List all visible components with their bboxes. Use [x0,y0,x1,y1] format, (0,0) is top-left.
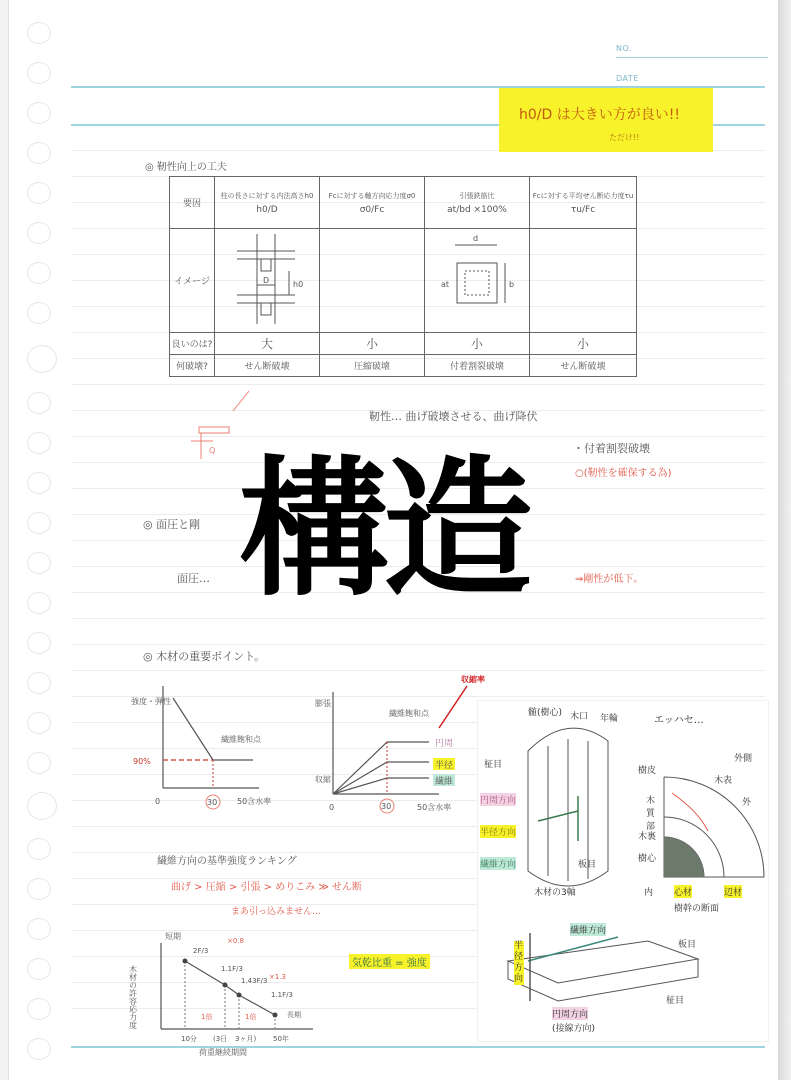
ranking-text: 曲げ > 圧縮 > 引張 > めりこみ ≫ せん断 [171,882,363,893]
rebar-section-sketch-icon [427,229,527,329]
svg-text:円周: 円周 [435,739,454,749]
binder-hole [27,512,51,534]
svg-text:強度・弾性: 強度・弾性 [131,697,171,706]
failure-value-4: せん断破壊 [530,355,637,377]
svg-text:×0.8: ×0.8 [227,937,244,945]
binder-hole [27,592,51,614]
wood-diagram: 髄(樹心) 木口 年輪 柾目 円周方向 半径方向 繊維方向 板目 樹皮 木質部 木裏 樹心 木表 心材 辺材 木材の3軸 樹幹の断面 エッハセ… 外側 外 内 繊維方向 半径方向 板目 柾目 円周方向 (接線方向) [477,700,769,1042]
svg-text:×1.3: ×1.3 [269,973,286,981]
row-header-image: イメージ [170,229,215,333]
svg-text:30: 30 [207,798,218,807]
svg-text:90%: 90% [133,757,151,766]
binder-hole [27,792,57,820]
binder-hole [27,432,51,454]
wood-illustration-icon [478,701,768,1041]
failure-value-2: 圧縮破壊 [320,355,425,377]
svg-text:50含水率: 50含水率 [237,797,272,806]
svg-text:短期: 短期 [165,932,181,941]
section3-heading: ◎ 木材の重要ポイント。 [143,650,266,663]
svg-text:10分: 10分 [181,1035,197,1043]
sticky-note-line1: h0/D は大きい方が良い!! [519,107,680,123]
svg-text:収縮率: 収縮率 [461,675,485,684]
binder-hole [27,918,51,940]
binder-hole [27,632,51,654]
svg-text:D: D [263,276,270,285]
ranking-note: まあ引っ込みません… [231,907,322,917]
svg-text:3ヶ月): 3ヶ月) [235,1035,257,1043]
svg-text:荷重継続期間: 荷重継続期間 [199,1048,247,1057]
svg-text:d: d [473,234,479,243]
svg-text:at: at [441,280,450,289]
good-value-4: 小 [530,333,637,355]
row-header-factor: 要因 [170,177,215,229]
factor-cell-1: 柱の長さに対する内法高さh0 h0/D [215,177,320,229]
toughness-table [169,176,637,377]
binder-hole [27,1038,51,1060]
toughness-reason-note: ○(靭性を確保する為) [575,468,672,479]
svg-text:半径: 半径 [435,761,454,771]
column-frame-sketch-icon [217,229,317,329]
svg-text:繊維飽和点: 繊維飽和点 [221,735,261,744]
binder-hole [27,878,51,900]
svg-text:1.1F/3: 1.1F/3 [221,965,243,973]
sticky-note [499,88,713,152]
binder-hole [27,392,51,414]
binder-hole [27,222,51,244]
no-label: NO. [616,44,632,53]
ranking-title: 繊維方向の基準強度ランキング [157,856,297,867]
svg-text:(3日: (3日 [213,1035,228,1043]
svg-text:0: 0 [329,803,335,812]
section2-body: 面圧… [177,572,210,585]
good-value-3: 小 [425,333,530,355]
no-field[interactable] [616,57,768,58]
binder-hole [27,712,51,734]
svg-text:1.43F/3: 1.43F/3 [241,977,268,985]
image-cell-1 [215,229,320,333]
failure-value-1: せん断破壊 [215,355,320,377]
strength-moisture-chart [129,680,279,810]
row-header-failure: 何破壊? [170,355,215,377]
rigidity-note: ⇒剛性が低下。 [575,574,644,585]
binder-hole [27,182,51,204]
svg-text:1倍: 1倍 [201,1013,213,1021]
svg-text:木材の許容応力度: 木材の許容応力度 [129,965,138,1029]
good-value-1: 大 [215,333,320,355]
svg-text:繊維飽和点: 繊維飽和点 [389,709,429,718]
image-cell-3 [425,229,530,333]
toughness-note: 靭性… 曲げ破壊させる、曲げ降伏 [369,410,538,423]
factor-cell-4: Fcに対する平均せん断応力度τu τu/Fc [530,177,637,229]
binder-hole [27,552,51,574]
sticky-note-line2: ただけ!! [609,133,640,142]
section2-heading: ◎ 面圧と剛 [143,518,201,531]
section1-heading: ◎ 靭性向上の工夫 [145,162,227,173]
binder-hole [27,142,51,164]
binder-hole [27,262,51,284]
date-label: DATE [616,74,639,83]
binder-hole [27,62,51,84]
svg-text:繊維: 繊維 [435,777,454,787]
binder-hole [27,472,51,494]
svg-text:30: 30 [381,802,392,811]
image-cell-4 [530,229,637,333]
allowable-stress-chart [129,925,329,1065]
overlay-title: 構造 [239,443,528,617]
binder-hole [27,22,51,44]
failure-value-3: 付着割裂破壊 [425,355,530,377]
good-value-2: 小 [320,333,425,355]
svg-text:1倍: 1倍 [245,1013,257,1021]
svg-text:50含水率: 50含水率 [417,803,452,812]
svg-text:2F/3: 2F/3 [193,947,209,955]
bond-failure-note: ・付着割裂破壊 [573,442,650,455]
specific-gravity-note: 気乾比重 = 強度 [349,954,430,969]
factor-cell-3: 引張鉄筋比 at/bd ×100% [425,177,530,229]
svg-text:収縮: 収縮 [315,775,331,784]
row-header-good: 良いのは? [170,333,215,355]
binder-hole [27,752,51,774]
shrinkage-moisture-chart [309,670,489,820]
binder-hole [27,672,51,694]
svg-text:b: b [509,280,515,289]
binder-hole [27,345,57,373]
binder-hole [27,838,51,860]
svg-text:h0: h0 [293,280,304,289]
binder-hole [27,102,51,124]
svg-text:0: 0 [155,797,161,806]
svg-text:1.1F/3: 1.1F/3 [271,991,293,999]
svg-text:50年: 50年 [273,1035,289,1043]
notebook-page [8,0,780,1080]
image-cell-2 [320,229,425,333]
factor-cell-2: Fcに対する軸方向応力度σ0 σ0/Fc [320,177,425,229]
svg-text:長期: 長期 [287,1011,301,1019]
page-edge-shadow [778,0,791,1080]
binder-hole [27,958,51,980]
svg-text:Q: Q [209,446,216,455]
svg-text:膨張: 膨張 [315,699,331,708]
binder-hole [27,302,51,324]
binder-hole [27,998,51,1020]
